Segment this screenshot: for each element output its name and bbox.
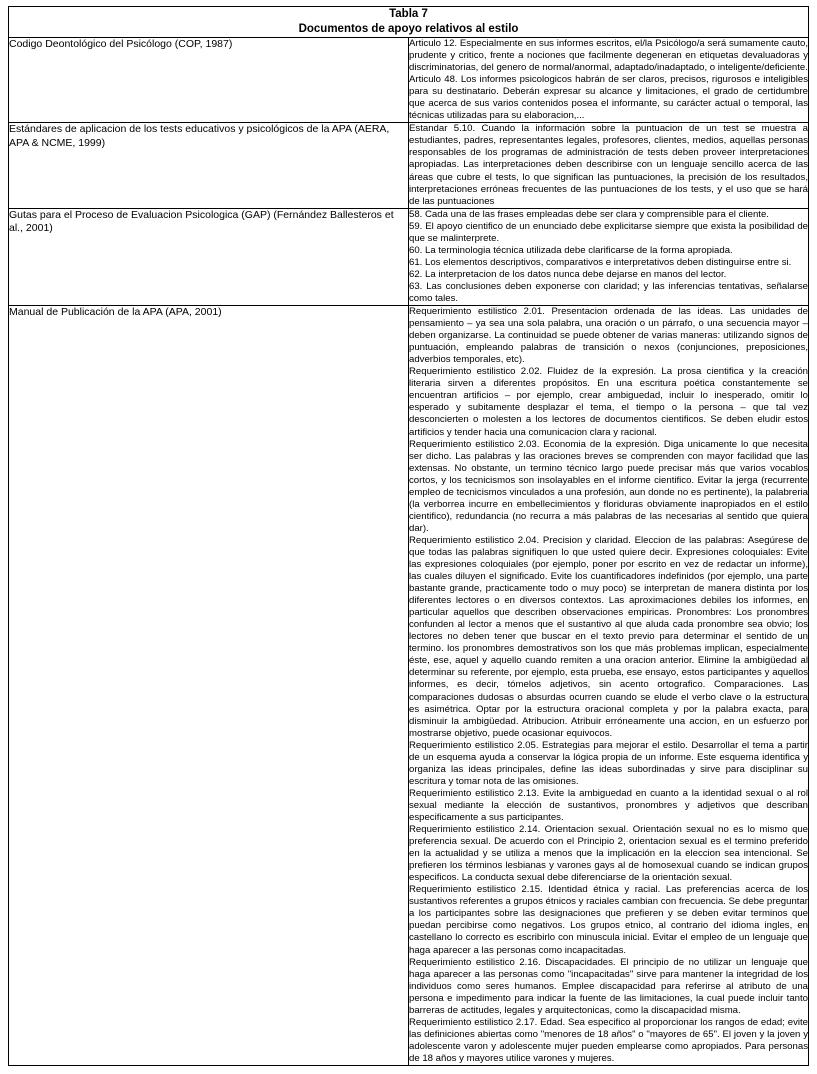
- table-row: [9, 306, 809, 1066]
- content-cell: [409, 123, 809, 208]
- table-title: Documentos de apoyo relativos al estilo: [298, 23, 519, 35]
- table-title-cell: [9, 7, 809, 38]
- source-cell: [9, 123, 409, 208]
- support-documents-table: [8, 6, 809, 1066]
- content-paragraph: Requerimiento estilistico 2.15. Identidad étnica y racial. Las preferencias acerca de los sustantivos referentes a grupos étnicos y raciales cambian con frecuencia. Se debe preguntar a los participantes sobre las designaciones que prefieren y se deben evitar terminos que puedan percibirse como negativos. Los grupos etnico, al contrario del idioma ingles, en castellano lo correcto es escribirlo con minuscula inicial. Evitar el empleo de un lenguaje que haga aparecer a las personas como incapacitadas.: [409, 884, 808, 956]
- source-cell: [9, 38, 409, 123]
- table-title-row: [9, 7, 809, 38]
- content-paragraph: Articulo 48. Los informes psicologicos habrán de ser claros, precisos, rigurosos e inteligibles para su destinatario. Deberán expresar su alcance y limitaciones, el grado de certidumbre que acerca de sus varios contenidos posea el informante, su carácter actual o temporal, las técnicas utilizadas para su elaboracion,...: [409, 74, 808, 122]
- content-cell: [409, 208, 809, 305]
- content-paragraph: Requerimiento estilistico 2.04. Precision y claridad. Eleccion de las palabras: Asegúrese de que todas las palabras signifiquen lo que usted quiere decir. Expresiones coloquiales: Evite las expresiones coloquiales (por ejemplo, poner por escrito en vez de redactar un informe), las cuales diluyen el significado. Evite los cuantificadores indefinidos (por ejemplo, una parte bastante grande, practicamente todo o muy poco) se interpretan de manera distinta por los diferentes lectores o en diversos contextos. Las aproximaciones debiles los informes, en particular aquellos que describen observaciones empiricas. Pronombres: Los pronombres confunden al lector a menos que el sustantivo al que aluda cada pronombre sea obvio; los lectores no deben tener que buscar en el texto previo para determinar el sentido de un termino. los pronombres demostrativos son los que más problemas implican, especialmente éste, ese, aquel y aquello cuando remiten a una oracion anterior. Elimine la ambigüedad al determinar su referente, por ejemplo, esta prueba, ese ensayo, estos participantes y aquellos informes, es decir, tómelos adjetivos, sin acento ortografico. Comparaciones. Las comparaciones dudosas o absurdas ocurren cuando se elude el verbo clave o la estructura es asimétrica. Optar por la estructura oracional completa y por la palabra exacta, para disminuir la ambigüedad. Atribucion. Atribuir erróneamente una accion, en un esfuerzo por mostrarse objetivo, puede ocasionar equivocos.: [409, 534, 808, 739]
- content-paragraph: Requerimiento estilistico 2.05. Estrategias para mejorar el estilo. Desarrollar el tema a partir de un esquema ayuda a conservar la lógica propia de un informe. Este esquema identifica y organiza las ideas principales, define las ideas subordinadas y sirve para disciplinar su escritura y tomar nota de las omisiones.: [409, 739, 808, 787]
- table-row: [9, 208, 809, 305]
- content-paragraph: 62. La interpretacion de los datos nunca debe dejarse en manos del lector.: [409, 268, 727, 280]
- content-paragraph: 60. La terminologia técnica utilizada debe clarificarse de la forma apropiada.: [409, 244, 733, 256]
- content-cell: [409, 38, 809, 123]
- source-label: Gutas para el Proceso de Evaluacion Psicologica (GAP) (Fernández Ballesteros et al., 2001): [9, 208, 394, 234]
- content-paragraph: 61. Los elementos descriptivos, comparativos e interpretativos deben distinguirse entre si.: [409, 256, 792, 268]
- content-paragraph: Requerimiento estilistico 2.01. Presentacion ordenada de las ideas. Las unidades de pensamiento – ya sea una sola palabra, una oración o un párrafo, o una secuencia mayor – deben organizarse. La continuidad se puede obtener de varias maneras: utilizando signos de puntuación, empleando palabras de transición o nexos (conjunciones, preposiciones, adverbios temporales, etc).: [409, 306, 808, 366]
- source-label: Estándares de aplicacion de los tests educativos y psicológicos de la APA (AERA, APA & NCME, 1999): [9, 123, 390, 149]
- content-paragraph: 63. Las conclusiones deben exponerse con claridad; y las inferencias tentativas, señalarse como tales.: [409, 280, 808, 304]
- table-row: [9, 123, 809, 208]
- content-paragraph: Requerimiento estilistico 2.16. Discapacidades. El principio de no utilizar un lenguaje que haga aparecer a las personas como "incapacitadas" sirve para mantener la integridad de los individuos como seres humanos. Emplee discapacidad para referirse al atributo de una persona e impedimento para indicar la fuente de las limitaciones, la cual puede incluir tanto barreras de actitudes, legales y arquitectonicas, como la discapacidad misma.: [409, 956, 808, 1016]
- content-paragraph: Requerimiento estilistico 2.13. Evite la ambiguedad en cuanto a la identidad sexual o al rol sexual mediante la elección de sustantivos, pronombres y adjetivos que describan especificamente a sus participantes.: [409, 787, 808, 823]
- content-paragraph: Requerimiento estilistico 2.02. Fluidez de la expresión. La prosa cientifica y la creación literaria sirven a diferentes propósitos. En una escritura poética constantemente se encuentran artificios – por ejemplo, crear ambiguedad, incluir lo inesperado, omitir lo esperado y subitamente desplazar el tema, el tiempo o la persona – que tal vez desconcierten o molesten a los lectores de documentos cientificos. Se deben eludir estos artificios y tender hacia una comunicacion clara y racional.: [409, 366, 808, 438]
- content-paragraph: Estandar 5.10. Cuando la información sobre la puntuacion de un test se muestra a estudiantes, padres, representantes legales, profesores, clientes, medios, aquellas personas responsables de los programas de administración de tests deben proveer interpretaciones apropiadas. Las interpretaciones deben describirse con un lenguaje sencillo acerca de las áreas que cubre el tests, lo que significan las puntuaciones, la precisión de los resultados, interpretaciones erróneas frecuentes de las puntuaciones de los tests, y el uso que se hará de las puntuaciones: [409, 123, 808, 207]
- content-paragraph: 58. Cada una de las frases empleadas debe ser clara y comprensible para el cliente.: [409, 208, 769, 220]
- content-paragraph: Requerimiento estilistico 2.03. Economia de la expresión. Diga unicamente lo que necesita ser dicho. Las palabras y las oraciones breves se comprenden con mayor facilidad que las extensas. No obstante, un termino técnico largo puede precisar más que varios vocablos cortos, y los tecnicismos son insolayables en el informe cientifico. Evitar la jerga (recurrente empleo de tecnicismos vinculados a una profesión, aun donde no es pertinente), la palabreria (la verborrea incurre en embellecimientos y floriduras obviamente inapropiados en el estilo cientifico), redundancia (no recurra a más palabras de las necesarias al sentido que quiera dar).: [409, 438, 808, 534]
- content-paragraph: 59. El apoyo cientifico de un enunciado debe explicitarse siempre que exista la posibilidad de que se malinterprete.: [409, 220, 808, 244]
- source-cell: [9, 306, 409, 1066]
- content-paragraph: Articulo 12. Especialmente en sus informes escritos, el/la Psicólogo/a será sumamente cauto, prudente y critico, frente a nociones que facilmente degeneran en etiquetas devaluadoras y discriminatorias, del genero de normal/anormal, adaptado/inadaptado, o inteligente/deficiente.: [409, 38, 808, 74]
- table-number: Tabla 7: [389, 8, 428, 20]
- table-row: [9, 38, 809, 123]
- source-label: Codigo Deontológico del Psicólogo (COP, 1987): [9, 38, 233, 50]
- source-cell: [9, 208, 409, 305]
- content-paragraph: Requerimiento estilistico 2.14. Orientacion sexual. Orientación sexual no es lo mismo que preferencia sexual. De acuerdo con el Principio 2, orientacion sexual es el termino preferido en la actualidad y se utiliza a menos que la implicación en la eleccion sea intencional. Se prefieren los términos lesbianas y varones gays al de homosexual cuando se indican grupos especificos. La conducta sexual debe diferenciarse de la orientación sexual.: [409, 824, 808, 884]
- source-label: Manual de Publicación de la APA (APA, 2001): [9, 306, 222, 319]
- content-cell: [409, 306, 809, 1066]
- content-paragraph: Requerimiento estilistico 2.17. Edad. Sea especifico al proporcionar los rangos de edad; evite las definiciones abiertas como "menores de 18 años" o "mayores de 65". El joven y la joven y adolescente varon y adolescente mujer pueden emplearse como apropiados. Para personas de 18 años y mayores utilice varones y mujeres.: [409, 1016, 808, 1064]
